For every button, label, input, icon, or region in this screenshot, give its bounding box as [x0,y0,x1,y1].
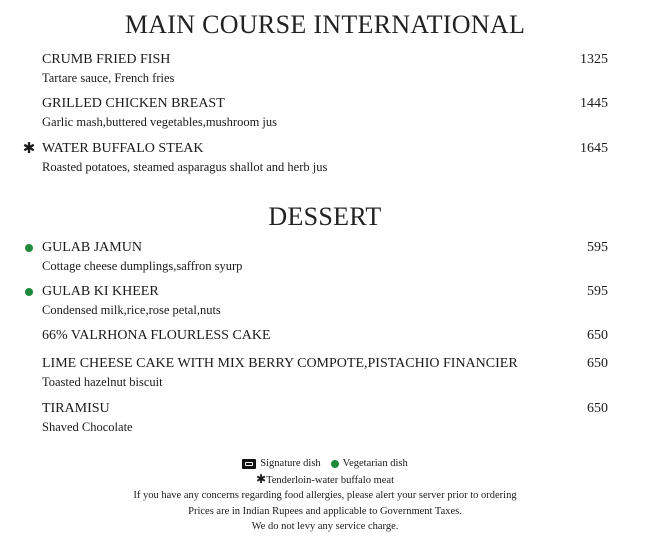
item-name: 66% VALRHONA FLOURLESS CAKE [42,328,271,343]
item-price: 595 [587,240,608,255]
item-price: 1325 [580,52,608,67]
item-name: LIME CHEESE CAKE WITH MIX BERRY COMPOTE,PISTACHIO FINANCIER [42,356,518,371]
menu-item [22,139,608,175]
item-price: 650 [587,401,608,416]
star-icon: ✱ [256,471,267,486]
item-price: 1645 [580,141,608,156]
menu-item [42,95,608,130]
legend [0,456,650,472]
menu-item [42,327,608,344]
item-price: 650 [587,328,608,343]
item-description: Garlic mash,buttered vegetables,mushroom jus [42,115,278,129]
vegetarian-dot-icon [22,239,36,256]
star-icon: ✱ [22,139,36,157]
service-note: We do not levy any service charge. [251,521,399,532]
item-description: Cottage cheese dumplings,saffron syurp [42,259,243,273]
menu-item [42,283,608,318]
item-description: Shaved Chocolate [42,420,133,434]
vegetarian-dot-icon [22,283,36,300]
prices-note: Prices are in Indian Rupees and applicable to Government Taxes. [188,505,462,517]
item-name: CRUMB FRIED FISH [42,52,171,67]
item-price: 650 [587,356,608,371]
item-description: Condensed milk,rice,rose petal,nuts [42,303,221,317]
dessert-title: DESSERT [268,202,382,231]
item-price: 1445 [580,96,608,111]
signature-dish-icon [242,459,256,469]
item-description: Roasted potatoes, steamed asparagus shallot and herb jus [42,160,328,174]
star-note: Tenderloin-water buffalo meat [266,474,394,486]
menu-item [42,239,608,274]
menu-item [42,400,608,435]
item-description: Tartare sauce, French fries [42,71,175,85]
footer-notes [0,456,650,535]
item-name: TIRAMISU [42,401,110,416]
main-course-title: MAIN COURSE INTERNATIONAL [124,10,526,39]
item-name: GULAB JAMUN [42,240,142,255]
vegetarian-dot-icon [331,460,339,468]
item-name: WATER BUFFALO STEAK [42,141,204,156]
item-description: Toasted hazelnut biscuit [42,375,163,389]
item-price: 595 [587,284,608,299]
star-note-line [0,472,650,489]
item-name: GULAB KI KHEER [42,284,159,299]
allergy-note: If you have any concerns regarding food allergies, please alert your server prior to ordering [133,490,517,501]
menu-item [42,51,608,86]
vegetarian-label: Vegetarian dish [342,458,408,469]
item-name: GRILLED CHICKEN BREAST [42,96,225,111]
menu-item [42,355,608,390]
signature-label: Signature dish [260,458,321,469]
